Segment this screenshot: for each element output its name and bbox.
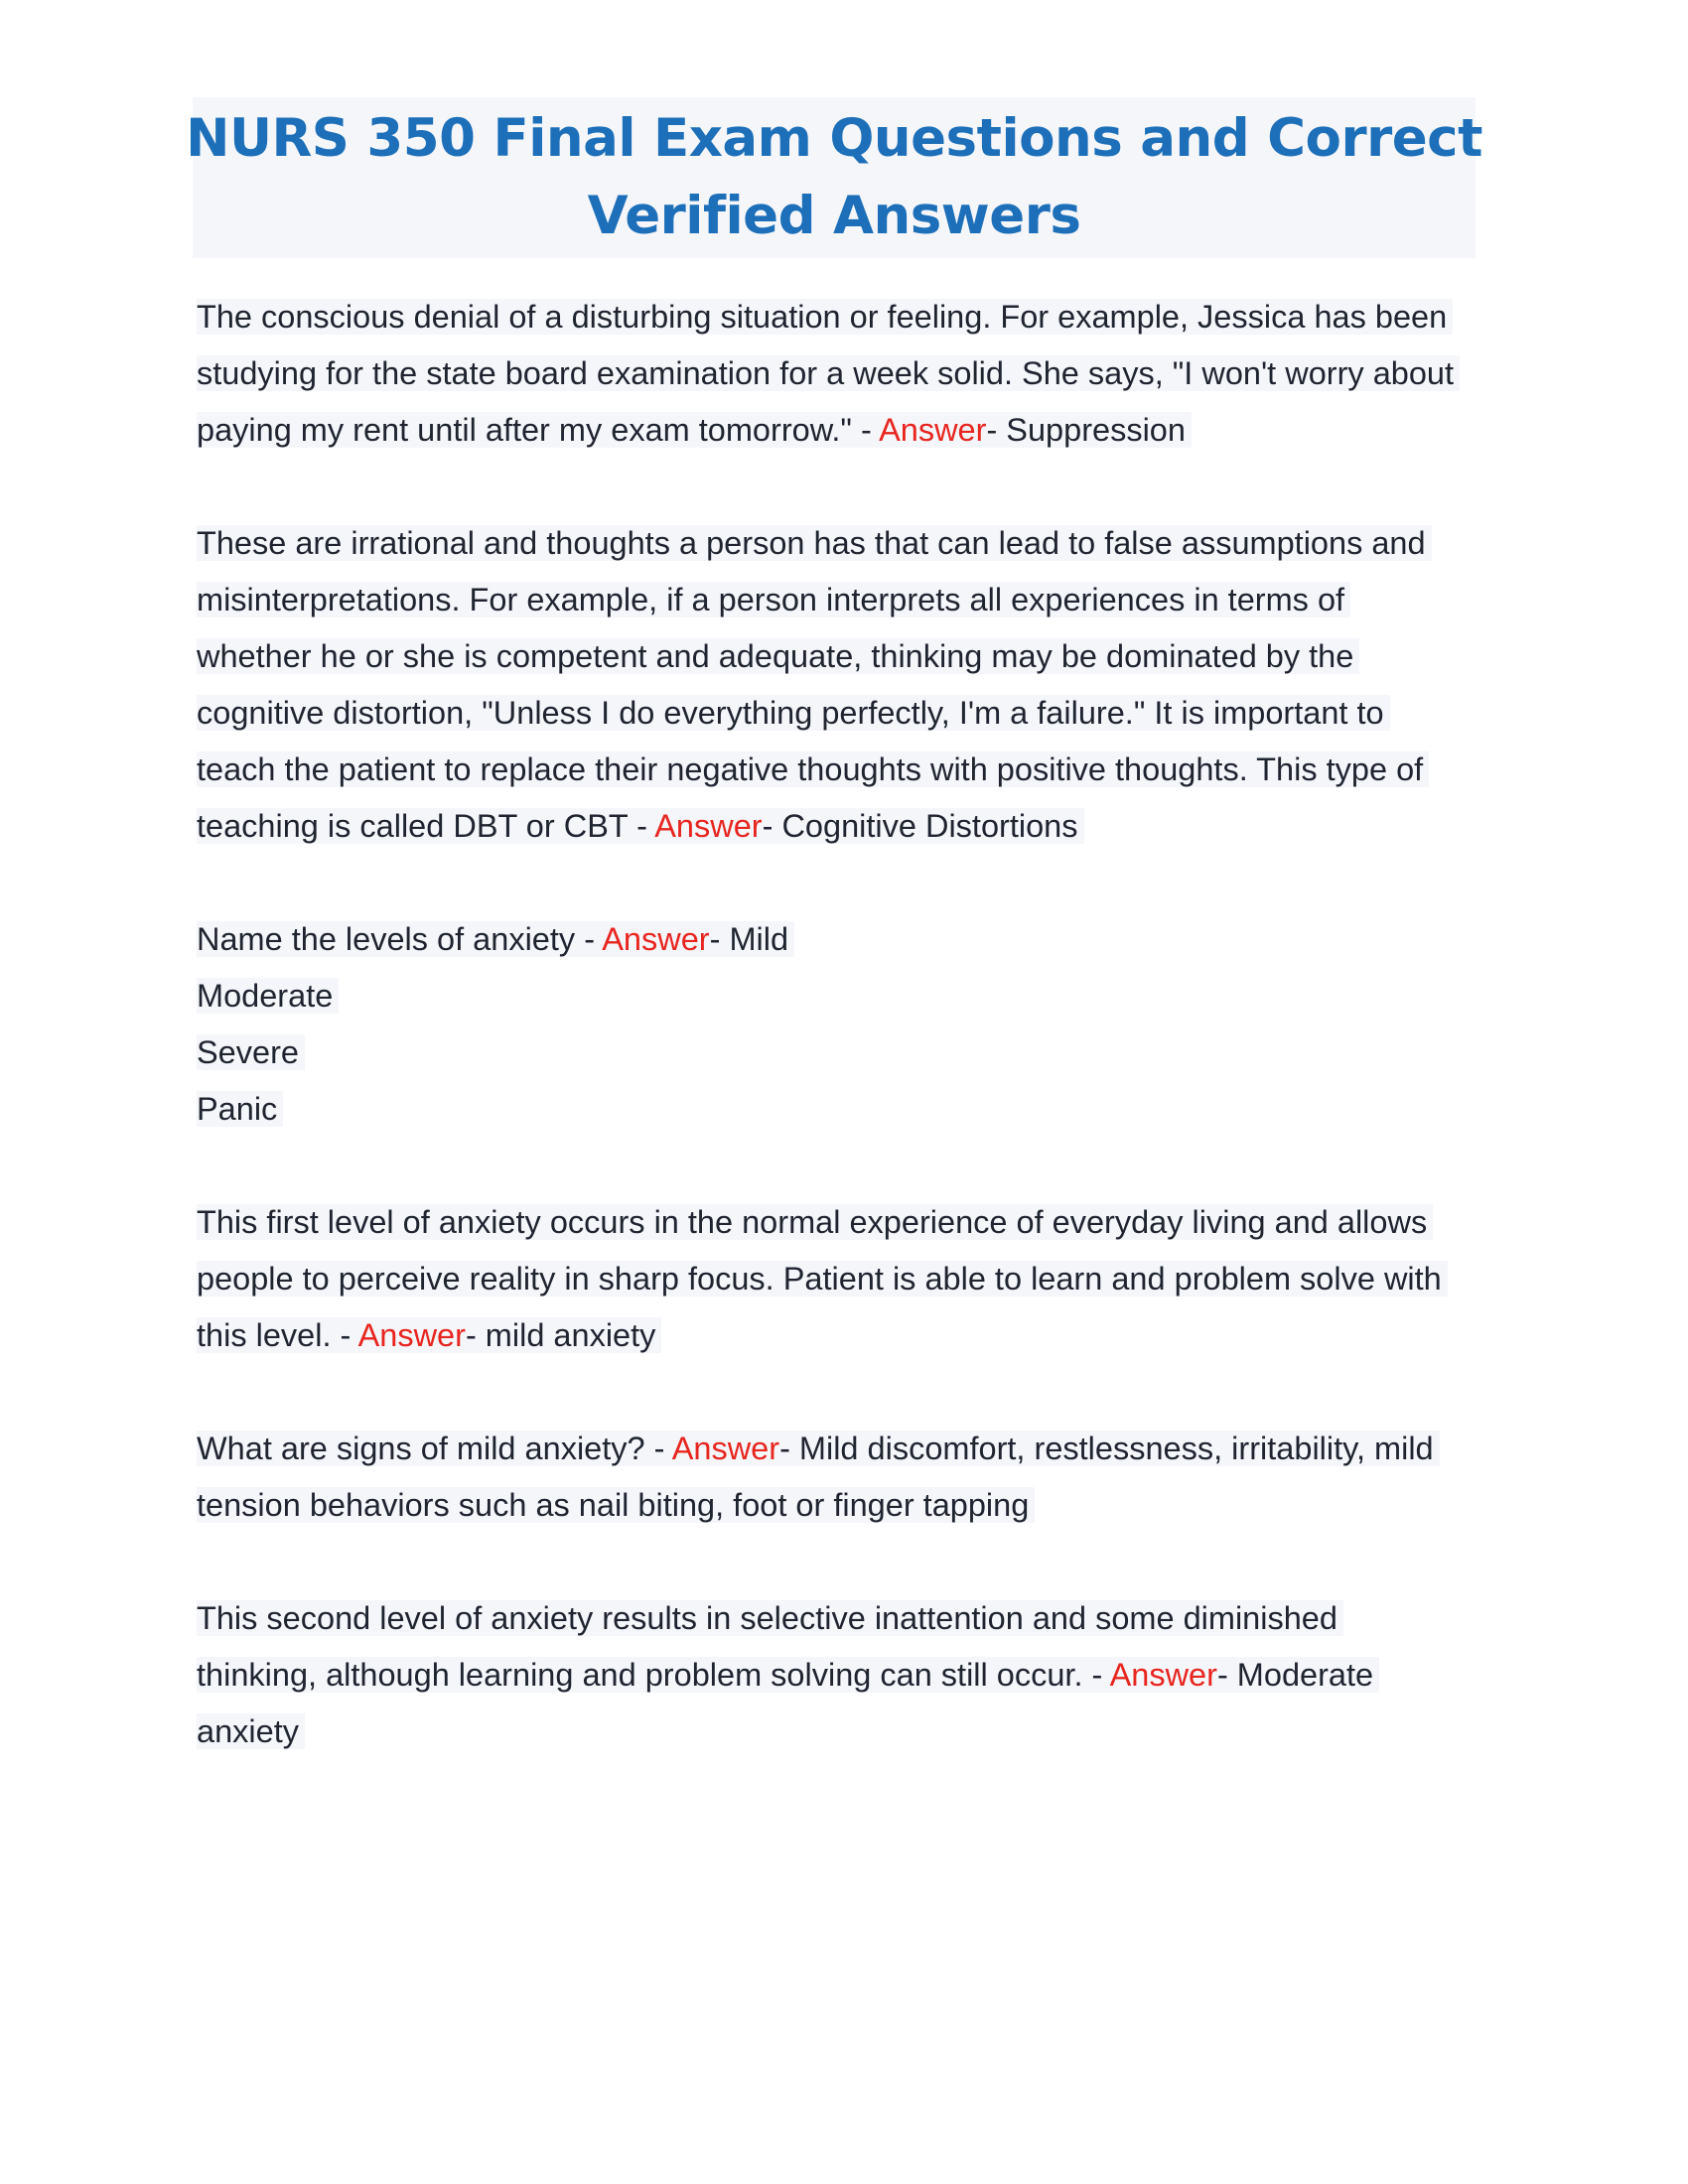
text-line bbox=[197, 1081, 1487, 1138]
text-line bbox=[197, 402, 1487, 459]
block-gap bbox=[197, 855, 1487, 911]
line-prefix: What are signs of mild anxiety? - bbox=[197, 1431, 672, 1466]
line-text bbox=[197, 978, 339, 1014]
line-text bbox=[197, 1713, 305, 1749]
line-text bbox=[197, 582, 1350, 617]
text-line bbox=[197, 742, 1487, 798]
answer-text: - Mild discomfort, restlessness, irritability, mild bbox=[779, 1431, 1434, 1466]
qa-block bbox=[197, 1194, 1487, 1364]
text-line bbox=[197, 289, 1487, 345]
qa-block bbox=[197, 1590, 1487, 1760]
line-prefix: Moderate bbox=[197, 978, 334, 1014]
line-prefix: teach the patient to replace their negative thoughts with positive thoughts. This type of bbox=[197, 751, 1424, 787]
line-prefix: people to perceive reality in sharp focus. Patient is able to learn and problem solve with bbox=[197, 1261, 1442, 1297]
line-text bbox=[197, 525, 1432, 561]
line-prefix: Name the levels of anxiety - bbox=[197, 921, 603, 957]
line-prefix: This first level of anxiety occurs in the normal experience of everyday living and allows bbox=[197, 1204, 1428, 1240]
title-banner bbox=[186, 97, 1482, 258]
text-line bbox=[197, 1024, 1487, 1081]
qa-content bbox=[197, 289, 1487, 1760]
text-line bbox=[197, 968, 1487, 1024]
text-line bbox=[197, 685, 1487, 742]
line-prefix: tension behaviors such as nail biting, foot or finger tapping bbox=[197, 1487, 1030, 1523]
text-line bbox=[197, 798, 1487, 855]
answer-label: Answer bbox=[1109, 1657, 1217, 1693]
answer-label: Answer bbox=[879, 412, 987, 448]
line-text bbox=[197, 1204, 1433, 1240]
line-text bbox=[197, 1431, 1440, 1466]
line-text bbox=[197, 1657, 1379, 1693]
line-prefix: The conscious denial of a disturbing situation or feeling. For example, Jessica has been bbox=[197, 299, 1448, 335]
qa-block bbox=[197, 1421, 1487, 1534]
answer-text: - Cognitive Distortions bbox=[762, 808, 1078, 844]
text-line bbox=[197, 572, 1487, 628]
text-line bbox=[197, 1590, 1487, 1647]
page-title-line-2: Verified Answers bbox=[587, 186, 1081, 246]
line-prefix: this level. - bbox=[197, 1317, 358, 1353]
qa-block bbox=[197, 911, 1487, 1138]
line-prefix: studying for the state board examination for a week solid. She says, "I won't worry about bbox=[197, 355, 1455, 391]
qa-block bbox=[197, 289, 1487, 459]
text-line bbox=[197, 1421, 1487, 1477]
answer-label: Answer bbox=[654, 808, 763, 844]
line-text bbox=[197, 751, 1429, 787]
answer-label: Answer bbox=[602, 921, 710, 957]
line-text bbox=[197, 355, 1460, 391]
line-prefix: cognitive distortion, "Unless I do everything perfectly, I'm a failure." It is important to bbox=[197, 695, 1384, 731]
text-line bbox=[197, 1477, 1487, 1534]
answer-text: - mild anxiety bbox=[465, 1317, 656, 1353]
text-line bbox=[197, 1704, 1487, 1760]
line-text bbox=[197, 1091, 283, 1127]
line-text bbox=[197, 1034, 305, 1070]
line-text bbox=[197, 412, 1192, 448]
line-prefix: teaching is called DBT or CBT - bbox=[197, 808, 655, 844]
answer-text: - Suppression bbox=[986, 412, 1186, 448]
block-gap bbox=[197, 1364, 1487, 1421]
line-text bbox=[197, 695, 1390, 731]
line-prefix: misinterpretations. For example, if a person interprets all experiences in terms of bbox=[197, 582, 1345, 617]
answer-label: Answer bbox=[357, 1317, 466, 1353]
line-prefix: anxiety bbox=[197, 1713, 299, 1749]
line-prefix: Panic bbox=[197, 1091, 278, 1127]
text-line bbox=[197, 1647, 1487, 1704]
line-text bbox=[197, 1261, 1448, 1297]
answer-label: Answer bbox=[671, 1431, 780, 1466]
qa-block bbox=[197, 515, 1487, 855]
line-prefix: Severe bbox=[197, 1034, 299, 1070]
line-text bbox=[197, 1600, 1343, 1636]
line-text bbox=[197, 1487, 1035, 1523]
block-gap bbox=[197, 1138, 1487, 1194]
text-line bbox=[197, 1251, 1487, 1307]
text-line bbox=[197, 1307, 1487, 1364]
line-prefix: thinking, although learning and problem solving can still occur. - bbox=[197, 1657, 1110, 1693]
text-line bbox=[197, 345, 1487, 402]
page-title-line-1: NURS 350 Final Exam Questions and Correct bbox=[186, 108, 1482, 169]
line-prefix: This second level of anxiety results in selective inattention and some diminished bbox=[197, 1600, 1337, 1636]
line-text bbox=[197, 299, 1453, 335]
text-line bbox=[197, 515, 1487, 572]
answer-text: - Moderate bbox=[1216, 1657, 1374, 1693]
line-text bbox=[197, 638, 1359, 674]
text-line bbox=[197, 911, 1487, 968]
block-gap bbox=[197, 1534, 1487, 1590]
line-prefix: whether he or she is competent and adequate, thinking may be dominated by the bbox=[197, 638, 1354, 674]
answer-text: - Mild bbox=[709, 921, 789, 957]
line-prefix: These are irrational and thoughts a person has that can lead to false assumptions and bbox=[197, 525, 1426, 561]
line-text bbox=[197, 921, 794, 957]
line-prefix: paying my rent until after my exam tomorrow." - bbox=[197, 412, 880, 448]
block-gap bbox=[197, 459, 1487, 515]
text-line bbox=[197, 1194, 1487, 1251]
line-text bbox=[197, 1317, 661, 1353]
text-line bbox=[197, 628, 1487, 685]
line-text bbox=[197, 808, 1084, 844]
